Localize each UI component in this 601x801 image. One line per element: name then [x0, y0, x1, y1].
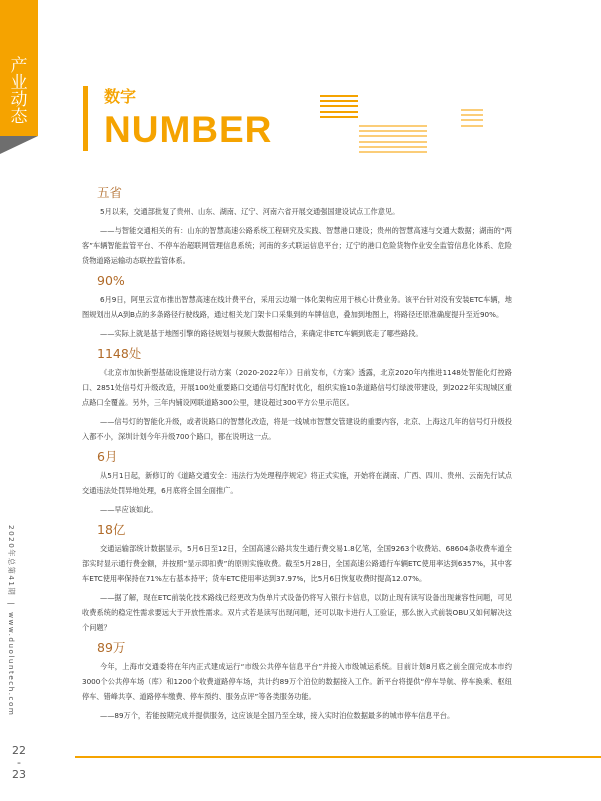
section-heading: 89万	[97, 640, 126, 655]
header-kicker: 数字	[104, 87, 137, 106]
band-shadow	[0, 136, 38, 154]
commentary-paragraph: ——与智能交通相关的有：山东的智慧高速公路系统工程研究及实践、智慧港口建设；贵州的智慧高速与交通大数据；湖南的“两客”车辆智能监管平台、不停车治超联网管理信息系统；河南的多式联运信息平台；辽宁的港口危险货物作业安全监管信息化体系、危险货物道路运输动态联控监管体系。	[82, 226, 512, 265]
section-heading: 90%	[97, 273, 125, 288]
news-paragraph: 交通运输部统计数据显示，5月6日至12日，全国高速公路共发生通行费交易1.8亿笔，全国9263个收费站、68604条收费车道全部实时显示通行费金额，并按照“显示即扣费”的原则实施收费。截至5月28日，全国高速公路通行车辆ETC使用率达到6357%，其中客车ETC使用率保持在71%左右基本持平；货车ETC使用率达到37.97%，比5月6日恢复收费时提高12.07%。	[82, 544, 512, 583]
section-heading: 6月	[97, 449, 118, 464]
news-paragraph: 今年，上海市交通委将在年内正式建成运行“市级公共停车信息平台”并接入市级城运系统。目前计划8月底之前全面完成本市约3000个公共停车场（库）和1200个收费道路停车场，共计约89万个泊位的数据接入工作。新平台将提供“停车导航、停车换乘、枢纽停车、错峰共享、道路停车缴费、停车预约、服务点评”等各类服务功能。	[82, 662, 512, 701]
decor-stripes	[461, 109, 483, 130]
issue-number: 2020年总第41期	[7, 525, 16, 597]
page-title: NUMBER	[104, 109, 273, 150]
section-heading: 1148处	[97, 346, 142, 361]
header-accent-bar	[83, 86, 88, 151]
page-right: 23	[12, 768, 26, 781]
article-body	[82, 184, 512, 727]
separator: |	[7, 602, 16, 607]
decor-stripes	[359, 125, 427, 156]
section-band	[0, 0, 38, 136]
footer-rule	[75, 756, 601, 758]
page-left: 22	[12, 744, 26, 757]
commentary-paragraph: ——信号灯的智能化升级，或者说路口的智慧化改造，将是一线城市智慧交管建设的重要内容，北京、上海这几年的信号灯升级投入都不小，深圳计划今年升级700个路口，都在说明这一点。	[82, 417, 512, 441]
decor-stripes	[320, 95, 358, 121]
section-band-label: 产业动态	[10, 56, 28, 127]
commentary-paragraph: ——据了解，现在ETC前装化技术路线已经更改为伪单片式设备仍将写入银行卡信息，以防止现有读写设备出现兼容性问题，可见收费系统的稳定性需求要远大于开放性需求。双片式若是读写出现问题，还可以取卡进行人工验证，那么嵌入式前装OBU又如何解决这个问题？	[82, 593, 512, 632]
website-link: www.duoluntech.com	[7, 612, 16, 717]
commentary-paragraph: ——实际上就是基于地图引擎的路径规划与视频大数据相结合，来确定非ETC车辆到底走了哪些路段。	[100, 329, 423, 338]
commentary-paragraph: ——89万个，若能按期完成并提供服务，这应该是全国乃至全球，接入实时泊位数据最多的城市停车信息平台。	[100, 711, 455, 720]
news-paragraph: 5月以来，交通部批复了贵州、山东、湖南、辽宁、河南六省开展交通强国建设试点工作意见。	[100, 207, 400, 216]
section-heading: 五省	[97, 185, 123, 200]
issue-info	[6, 525, 16, 716]
section-heading: 18亿	[97, 522, 126, 537]
news-paragraph: 从5月1日起，新修订的《道路交通安全：违法行为处理程序规定》将正式实施，开始将在湖南、广西、四川、贵州、云南先行试点交通违法处罚异地处理，6月底将全国全面推广。	[82, 471, 512, 495]
page-dash: -	[17, 756, 21, 769]
news-paragraph: 6月9日，阿里云宣布推出智慧高速在线计费平台，采用云边端一体化架构应用于核心计费业务。该平台针对没有安装ETC车辆，地图规划出从A到B点的多条路径行驶线路，通过相关龙门架卡口采集到的车牌信息，叠加到地图上，将路径还原准确度提升至近90%。	[82, 295, 512, 319]
news-paragraph: 《北京市加快新型基础设施建设行动方案（2020-2022年）》日前发布，《方案》透露，北京2020年内推进1148处智能化灯控路口、2851处信号灯升级改造，开展100处重要路口交通信号灯配时优化，组织实施10条道路信号灯绿波带建设，到2022年实现城区重点路口全覆盖。另外，三年内铺设网联道路300公里，建设超过300平方公里示范区。	[82, 368, 512, 407]
page-numbers	[0, 745, 38, 781]
commentary-paragraph: ——早应该如此。	[100, 505, 158, 514]
